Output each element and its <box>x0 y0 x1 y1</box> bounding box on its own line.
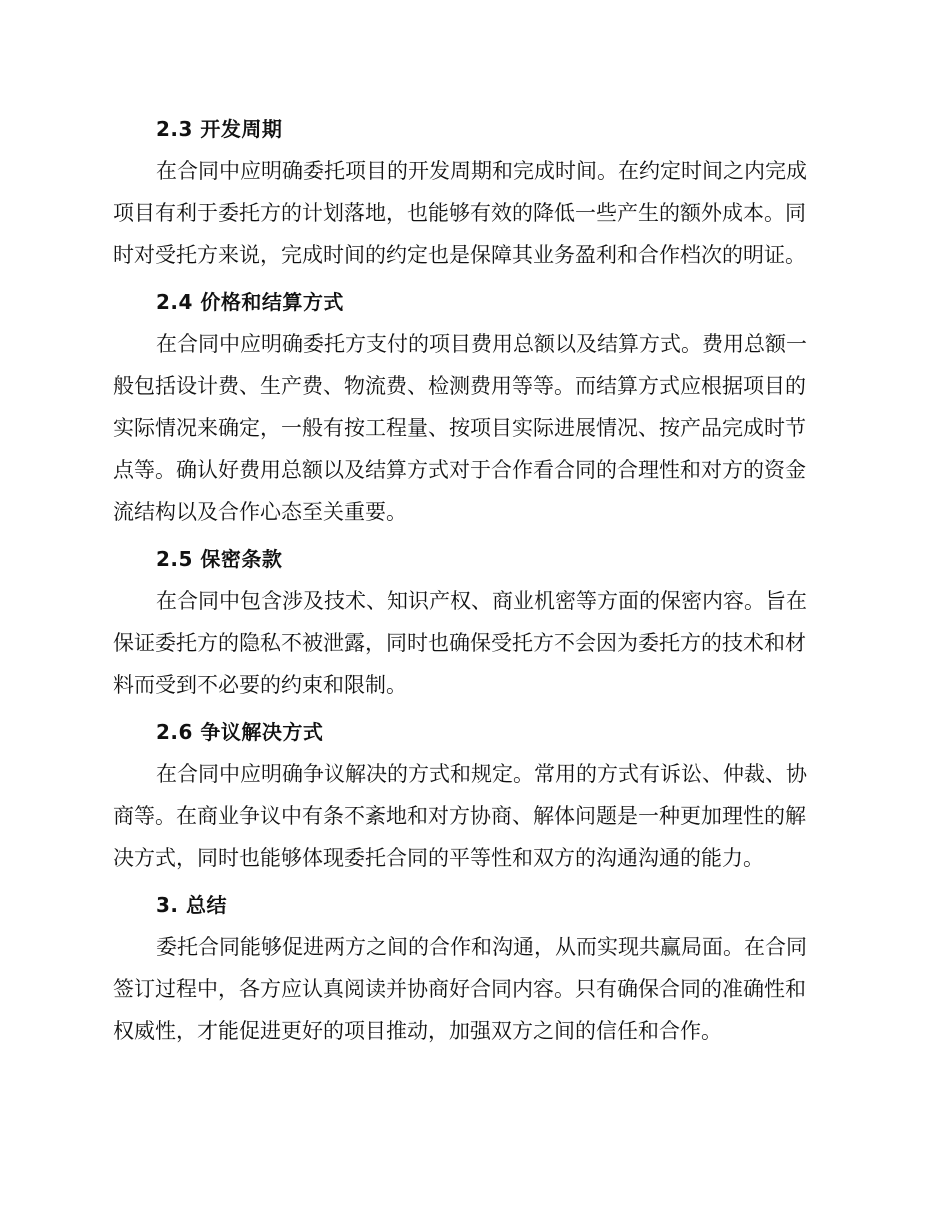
section-paragraph <box>113 753 833 879</box>
paragraph-line: 料而受到不必要的约束和限制。 <box>113 673 407 697</box>
section-paragraph <box>113 580 833 706</box>
document-body <box>113 108 833 1057</box>
section-development-cycle <box>113 108 833 276</box>
paragraph-line: 决方式，同时也能够体现委托合同的平等性和双方的沟通沟通的能力。 <box>113 846 764 870</box>
paragraph-line: 在合同中包含涉及技术、知识产权、商业机密等方面的保密内容。旨在 <box>156 589 807 613</box>
section-paragraph <box>113 150 833 276</box>
section-dispute-resolution <box>113 711 833 879</box>
paragraph-line: 流结构以及合作心态至关重要。 <box>113 500 407 524</box>
paragraph-line: 保证委托方的隐私不被泄露，同时也确保受托方不会因为委托方的技术和材 <box>113 631 806 655</box>
paragraph-line: 般包括设计费、生产费、物流费、检测费用等等。而结算方式应根据项目的 <box>113 374 806 398</box>
paragraph-line: 在合同中应明确争议解决的方式和规定。常用的方式有诉讼、仲裁、协 <box>156 762 807 786</box>
paragraph-line: 权威性，才能促进更好的项目推动，加强双方之间的信任和合作。 <box>113 1019 722 1043</box>
paragraph-line: 在合同中应明确委托方支付的项目费用总额以及结算方式。费用总额一 <box>156 332 807 356</box>
paragraph-line: 签订过程中，各方应认真阅读并协商好合同内容。只有确保合同的准确性和 <box>113 977 806 1001</box>
section-confidentiality <box>113 538 833 706</box>
section-heading: 2.4 价格和结算方式 <box>156 290 344 314</box>
paragraph-line: 实际情况来确定，一般有按工程量、按项目实际进展情况、按产品完成时节 <box>113 416 806 440</box>
paragraph-line: 委托合同能够促进两方之间的合作和沟通，从而实现共赢局面。在合同 <box>156 935 807 959</box>
section-paragraph <box>113 323 833 533</box>
section-heading: 2.5 保密条款 <box>156 547 283 571</box>
section-price-settlement <box>113 281 833 533</box>
section-heading: 2.3 开发周期 <box>156 117 283 141</box>
section-heading: 3. 总结 <box>156 893 227 917</box>
section-paragraph <box>113 926 833 1052</box>
section-summary <box>113 884 833 1052</box>
paragraph-line: 项目有利于委托方的计划落地，也能够有效的降低一些产生的额外成本。同 <box>113 201 806 225</box>
paragraph-line: 商等。在商业争议中有条不紊地和对方协商、解体问题是一种更加理性的解 <box>113 804 806 828</box>
paragraph-line: 在合同中应明确委托项目的开发周期和完成时间。在约定时间之内完成 <box>156 159 807 183</box>
section-heading: 2.6 争议解决方式 <box>156 720 324 744</box>
paragraph-line: 点等。确认好费用总额以及结算方式对于合作看合同的合理性和对方的资金 <box>113 458 806 482</box>
paragraph-line: 时对受托方来说，完成时间的约定也是保障其业务盈利和合作档次的明证。 <box>113 243 806 267</box>
